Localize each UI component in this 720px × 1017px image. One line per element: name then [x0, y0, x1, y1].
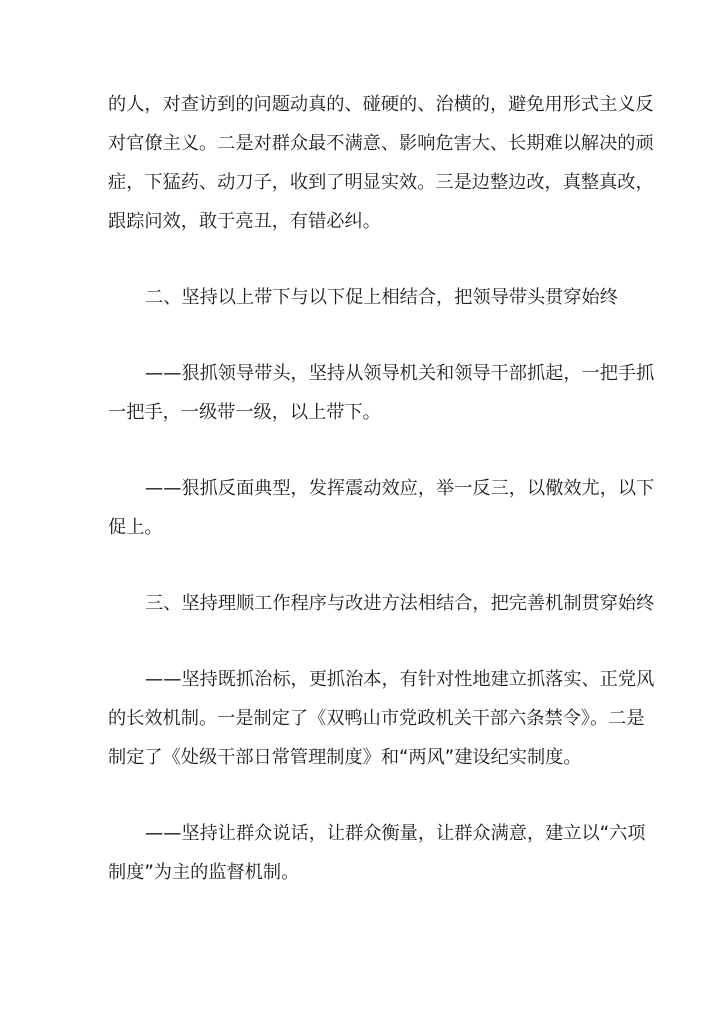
text-line: 的长效机制。一是制定了《双鸭山市党政机关干部六条禁令》。二是	[108, 708, 645, 729]
text-line: 制定了《处级干部日常管理制度》和“两风”建设纪实制度。	[108, 747, 582, 768]
heading-text: 二、坚持以上带下与以下促上相结合，把领导带头贯穿始终	[145, 287, 618, 308]
text-line: ——狠抓领导带头，坚持从领导机关和领导干部抓起，一把手抓	[145, 363, 655, 384]
text-line: ——坚持让群众说话，让群众衡量，让群众满意，建立以“六项	[145, 823, 646, 844]
text-line: 的人，对查访到的问题动真的、碰硬的、治横的，避免用形式主义反	[108, 94, 654, 115]
text-line: 一把手，一级带一级，以上带下。	[108, 402, 381, 423]
text-line: 症，下猛药、动刀子，收到了明显实效。三是边整边改，真整真改，	[108, 172, 654, 193]
text-line: 制度”为主的监督机制。	[108, 862, 300, 883]
text-line: ——狠抓反面典型，发挥震动效应，举一反三，以儆效尤，以下	[145, 478, 655, 499]
heading-text: 三、坚持理顺工作程序与改进方法相结合，把完善机制贯穿始终	[145, 593, 655, 614]
text-line: 对官僚主义。二是对群众最不满意、影响危害大、长期难以解决的顽	[108, 133, 654, 154]
text-line: ——坚持既抓治标，更抓治本，有针对性地建立抓落实、正党风	[145, 669, 655, 690]
text-line: 跟踪问效，敢于亮丑，有错必纠。	[108, 211, 381, 232]
text-line: 促上。	[108, 517, 163, 538]
